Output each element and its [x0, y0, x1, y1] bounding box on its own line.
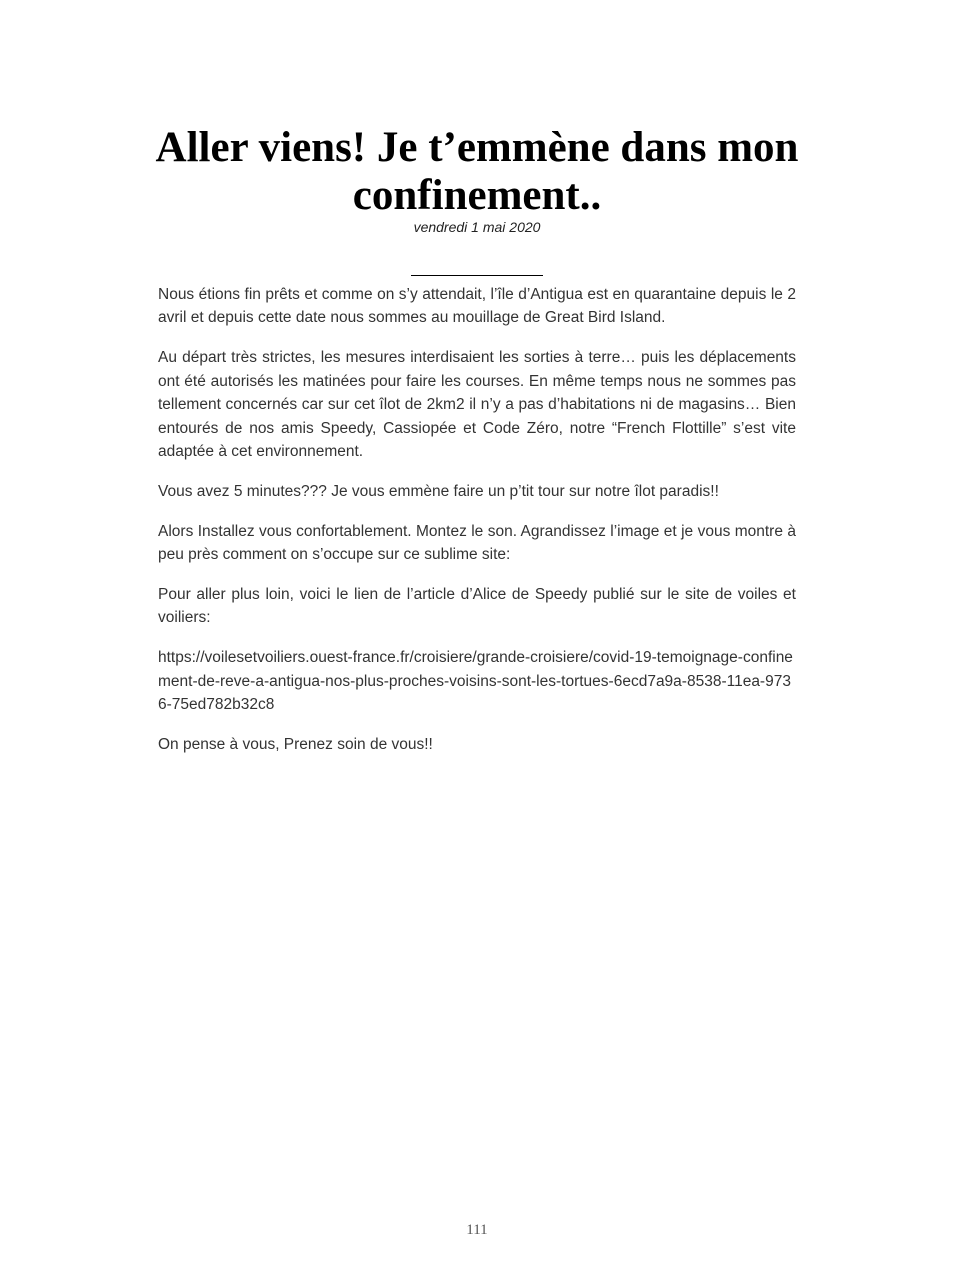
paragraph: Nous étions fin prêts et comme on s’y attendait, l’île d’Antigua est en quarantaine depuis le 2 avril et depuis cette date nous sommes au mouillage de Great Bird Island. — [158, 286, 796, 327]
paragraph: Pour aller plus loin, voici le lien de l’article d’Alice de Speedy publié sur le site de voiles et voiliers: — [158, 586, 796, 627]
paragraph: On pense à vous, Prenez soin de vous!! — [158, 736, 433, 754]
paragraph: Au départ très strictes, les mesures interdisaient les sorties à terre… puis les déplacements ont été autorisés les matinées pour faire les courses. En même temps nous ne sommes pas tellement concernés car sur cet îlot de 2km2 il n’y a pas d’habitations ni de magasins… Bien entourés de nos amis Speedy, Cassiopée et Code Zéro, notre “French Flottille” s’est vite adaptée à cet environnement. — [158, 349, 796, 460]
article-date: vendredi 1 mai 2020 — [413, 219, 541, 235]
article-title: Aller viens! Je t’emmène dans mon confinement.. — [155, 124, 799, 219]
paragraph: Alors Installez vous confortablement. Montez le son. Agrandissez l’image et je vous montre à peu près comment on s’occupe sur ce sublime site: — [158, 522, 796, 564]
paragraph: Vous avez 5 minutes??? Je vous emmène faire un p’tit tour sur notre îlot paradis!! — [158, 482, 719, 500]
article-link[interactable]: https://voilesetvoiliers.ouest-france.fr/croisiere/grande-croisiere/covid-19-temoignage-confinement-de-reve-a-antigua-nos-plus-proches-voisins-sont-les-tortues-6ecd7a9a-8538-11ea-9736-75ed782b32c8 — [158, 649, 793, 714]
title-divider — [411, 275, 543, 276]
article-body — [158, 283, 796, 773]
page-number: 111 — [466, 1222, 488, 1238]
